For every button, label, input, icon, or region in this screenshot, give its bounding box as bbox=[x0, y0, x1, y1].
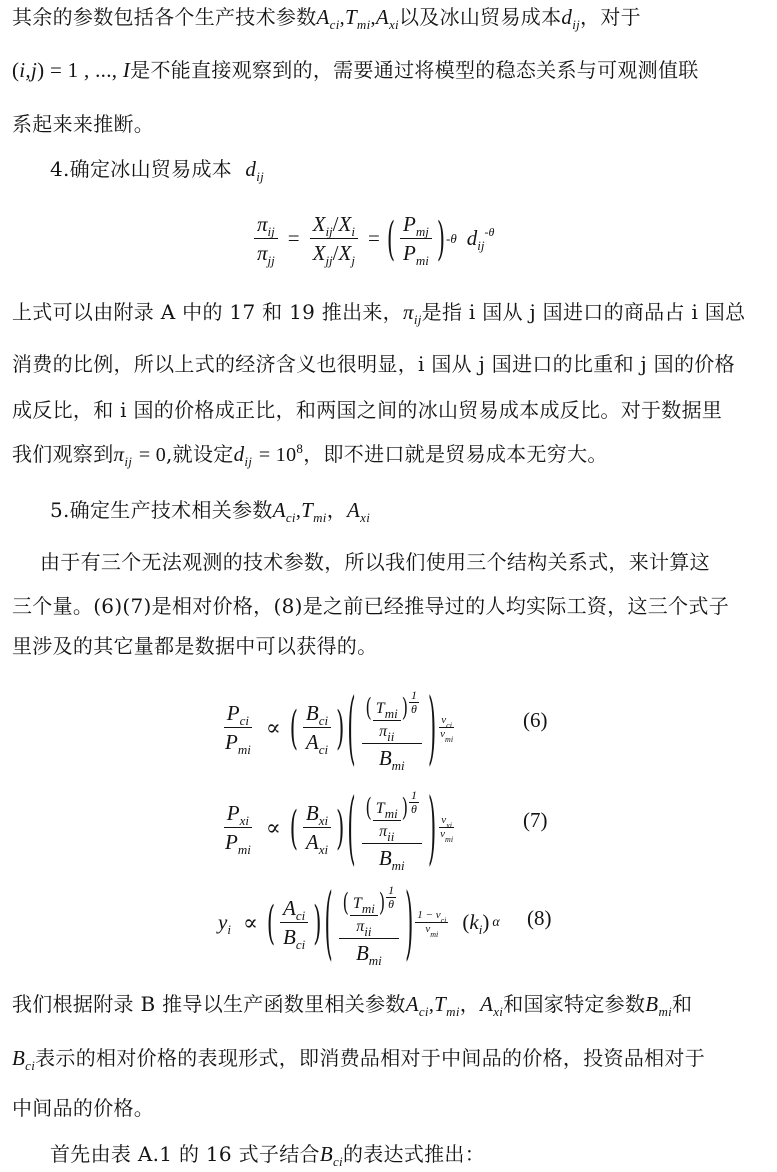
para1-line2 bbox=[12, 56, 699, 84]
symbol-d-ij: $d_{ij}$ bbox=[233, 442, 253, 469]
equation-8: $y_i$ ∝ ( $\frac{A_{ci}}{B_{ci}}$ ) ( ( $\frac{T_{mi}}{\pi_{ii}}$ ) $^{\frac{1}{\theta}}$ $B_{mi}$ ) $\frac{1 - \nu_{ci}}{\nu_{mi}}$ $(k_i)$ α bbox=[218, 876, 500, 969]
para2-line1 bbox=[12, 298, 745, 326]
para1-text-b: 以及冰山贸易成本 bbox=[398, 5, 562, 29]
para4-text-c: 和 bbox=[672, 992, 693, 1016]
para2-line4 bbox=[12, 440, 608, 469]
para2-text-c: 消费的比例，所以上式的经济含义也很明显，i 国从 j 国进口的比重和 j 国的价格 bbox=[12, 352, 735, 376]
symbol-d-ij: $d_{ij}^{-\theta}$ bbox=[466, 225, 495, 253]
symbol-pi-ij: $\pi_{ij}$ bbox=[113, 442, 133, 469]
para1-text-d: 是不能直接观察到的，需要通过将模型的稳态关系与可观测值联 bbox=[130, 58, 699, 82]
para3-line2 bbox=[12, 592, 729, 620]
para4-text-a: 我们根据附录 B 推导以生产函数里相关参数 bbox=[12, 992, 406, 1016]
para5-text-b: 的表达式推出： bbox=[342, 1142, 486, 1166]
para3-line1 bbox=[40, 548, 710, 576]
proportional-symbol: ∝ bbox=[265, 714, 281, 740]
equals-sign: = bbox=[367, 226, 380, 250]
pi-zero: = 0 bbox=[138, 444, 167, 466]
para2-line2 bbox=[12, 350, 735, 378]
fraction-X-ratio: $\frac{X_{ij}/X_i}{X_{jj}/X_j}$ bbox=[310, 212, 358, 265]
para4-text-b: 和国家特定参数 bbox=[503, 992, 646, 1016]
symbol-pi-ij: $\pi_{ij}$ bbox=[403, 300, 422, 327]
para5-text-a: 首先由表 A.1 的 16 式子结合 bbox=[50, 1142, 320, 1166]
para2-text-b: 是指 i 国从 j 国进口的商品占 i 国总 bbox=[421, 300, 746, 324]
section4-title: 4.确定冰山贸易成本 bbox=[50, 157, 233, 181]
equation-6-label: (6) bbox=[523, 708, 548, 732]
index-range: (i,j) = 1 , ..., I bbox=[12, 58, 131, 82]
section5-title: 5.确定生产技术相关参数 bbox=[50, 498, 273, 522]
proportional-symbol: ∝ bbox=[242, 909, 258, 935]
para1-text-c: ，对于 bbox=[580, 5, 641, 29]
equation-6: $\frac{P_{ci}}{P_{mi}}$ ∝ ( $\frac{B_{ci}}{A_{ci}}$ ) ( ( $\frac{T_{mi}}{\pi_{ii}}$ ) $^{\frac{1}{\theta}}$ $B_{mi}$ ) $\frac{\nu_{ci}}{\nu_{mi}}$ bbox=[225, 681, 454, 774]
symbol-A-ci: $A_{ci}$ bbox=[316, 5, 340, 32]
equals-sign: = bbox=[287, 226, 300, 250]
para3-text-c: 里涉及的其它量都是数据中可以获得的。 bbox=[12, 634, 378, 658]
para2-text-f: ,就设定 bbox=[166, 442, 234, 466]
para3-text-b: 三个量。(6)(7)是相对价格，(8)是之前已经推导过的人均实际工资，这三个式子 bbox=[12, 594, 729, 618]
fraction-P-ratio: $\frac{P_{mj}}{P_{mi}}$ bbox=[400, 212, 432, 265]
para3-text-a: 由于有三个无法观测的技术参数，所以我们使用三个结构关系式，来计算这 bbox=[40, 550, 710, 574]
para4-line3 bbox=[12, 1094, 154, 1122]
section4-heading bbox=[50, 155, 264, 183]
para2-text-d: 成反比，和 i 国的价格成正比，和两国之间的冰山贸易成本成反比。对于数据里 bbox=[12, 398, 723, 422]
para4-text-e: 中间品的价格。 bbox=[12, 1096, 155, 1120]
symbol-d-ij: $d_{ij}$ bbox=[245, 157, 265, 184]
para2-text-e: 我们观察到 bbox=[12, 442, 114, 466]
symbol-d-ij: $d_{ij}$ bbox=[561, 5, 581, 32]
para1-text-a: 其余的参数包括各个生产技术参数 bbox=[12, 5, 317, 29]
section5-heading: 5.确定生产技术相关参数$A_{ci},T_{mi}$，$A_{xi}$ bbox=[50, 498, 371, 525]
para1-text-e: 系起来来推断。 bbox=[12, 112, 155, 136]
equation-8-label: (8) bbox=[527, 906, 552, 930]
equation-7: $\frac{P_{xi}}{P_{mi}}$ ∝ ( $\frac{B_{xi}}{A_{xi}}$ ) ( ( $\frac{T_{mi}}{\pi_{ii}}$ ) $^{\frac{1}{\theta}}$ $B_{mi}$ ) $\frac{\nu_{xi}}{\nu_{mi}}$ bbox=[225, 781, 454, 874]
proportional-symbol: ∝ bbox=[265, 814, 281, 840]
para1-line3 bbox=[12, 110, 154, 138]
d-value-exponent: 8 bbox=[296, 441, 304, 456]
para3-line3 bbox=[12, 632, 377, 660]
equation-7-label: (7) bbox=[523, 808, 548, 832]
symbol-T-mi: $T_{mi}$ bbox=[344, 5, 371, 32]
para5-line1: 首先由表 A.1 的 16 式子结合$B_{ci}$的表达式推出： bbox=[50, 1142, 486, 1169]
para4-line1: 我们根据附录 B 推导以生产函数里相关参数$A_{ci},T_{mi}$，$A_{xi}$和国家特定参数$B_{mi}$和 bbox=[12, 992, 693, 1019]
para2-text-a: 上式可以由附录 A 中的 17 和 19 推出来， bbox=[12, 300, 403, 324]
d-value: = 10 bbox=[258, 444, 297, 466]
symbol-A-xi: $A_{xi}$ bbox=[375, 5, 399, 32]
fraction-pi-ratio: $\frac{\pi_{ij}}{\pi_{jj}}$ bbox=[254, 212, 278, 265]
para1-line1: 其余的参数包括各个生产技术参数$A_{ci},T_{mi},A_{xi}$以及冰山贸易成本$d_{ij}$，对于 bbox=[12, 5, 641, 32]
para2-text-g: ，即不进口就是贸易成本无穷大。 bbox=[303, 442, 608, 466]
iceberg-equation: $\frac{\pi_{ij}}{\pi_{jj}}$ = $\frac{X_{ij}/X_i}{X_{jj}/X_j}$ = ( $\frac{P_{mj}}{P_{mi}}$ ) -θ $d_{ij}^{-\theta}$ bbox=[250, 212, 494, 265]
para4-text-d: 表示的相对价格的表现形式，即消费品相对于中间品的价格，投资品相对于 bbox=[35, 1046, 706, 1070]
para2-line3 bbox=[12, 396, 722, 424]
para4-line2: $B_{ci}$表示的相对价格的表现形式，即消费品相对于中间品的价格，投资品相对于 bbox=[12, 1046, 706, 1073]
